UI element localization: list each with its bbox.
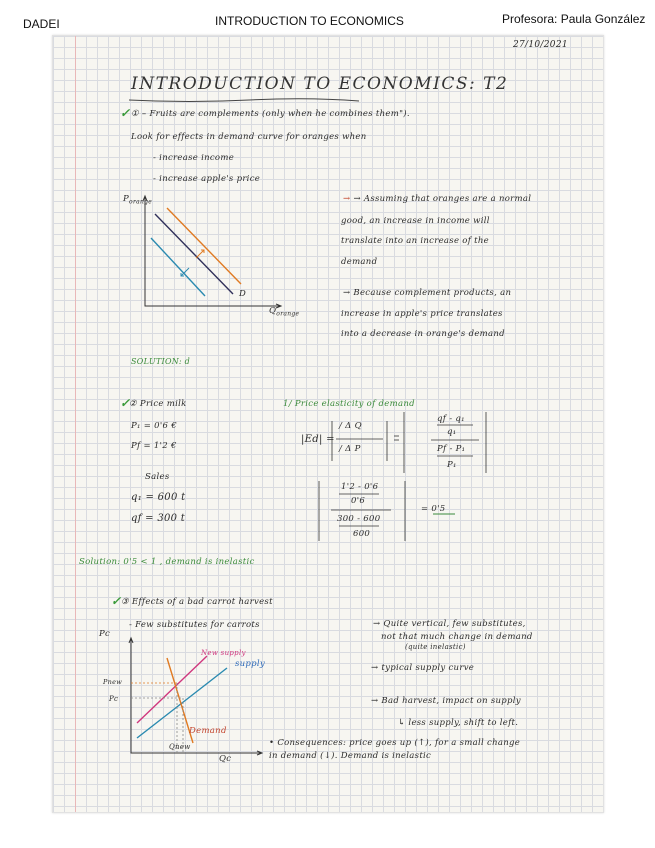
q3-q-new: Qnew <box>169 743 191 751</box>
q3-axis-y: Pc <box>99 629 111 639</box>
q3-sub: - Few substitutes for carrots <box>129 620 260 630</box>
q2-heading: ② Price milk <box>129 399 187 409</box>
q3-heading: ③ Effects of a bad carrot harvest <box>121 597 273 607</box>
q3-note1-l2: not that much change in demand <box>381 632 533 642</box>
q2-p1: P₁ = 0'6 € <box>131 421 177 431</box>
q1-line2: Look for effects in demand curve for oranges when <box>131 132 367 142</box>
q1-solution: SOLUTION: d <box>131 357 191 366</box>
q3-note1-l3: (quite inelastic) <box>405 643 466 651</box>
header-right: Profesora: Paula González <box>502 12 646 26</box>
q1-bullet2: - increase apple's price <box>153 174 261 184</box>
q1-line1: ① – Fruits are complements (only when he combines them"). <box>131 109 410 119</box>
q1-axis-y-label: P <box>123 194 130 204</box>
q3-p-c: Pc <box>109 695 119 703</box>
q1-note1-l2: good, an increase in income will <box>341 216 490 226</box>
q3-note3-l2: ↳ less supply, shift to left. <box>398 718 519 728</box>
page-title: INTRODUCTION TO ECONOMICS: T2 <box>131 74 509 94</box>
q1-note2-l3: into a decrease in orange's demand <box>341 329 505 339</box>
q1-note1-l1: → → Assuming that oranges are a normal <box>343 194 532 204</box>
q3-note1-l1: → Quite vertical, few substitutes, <box>373 619 526 629</box>
header-center: INTRODUCTION TO ECONOMICS <box>215 14 404 28</box>
q2-frac-top: / Δ Q <box>339 421 362 431</box>
q2-qf: qf = 300 t <box>131 513 186 524</box>
q3-new-supply-curve <box>137 656 207 723</box>
q3-supply-label: supply <box>235 659 266 669</box>
q2-right-top-num: qf - q₁ <box>437 414 465 424</box>
q1-bullet1: - increase income <box>153 153 235 163</box>
q2-solution-text: Solution: 0'5 < 1 , demand is inelastic <box>79 557 255 567</box>
q2-calc-top-num: 1'2 - 0'6 <box>341 482 379 492</box>
q1-note2-l1: → Because complement products, an <box>343 288 512 298</box>
q1-note2-l2: increase in apple's price translates <box>341 309 503 319</box>
q2-calc-bot-num: 300 - 600 <box>337 514 381 524</box>
q2-fraction-lines <box>53 36 603 556</box>
q2-calc-bot-den: 600 <box>353 529 371 539</box>
check-mark-icon-2: ✓ <box>120 396 131 410</box>
q3-p-new: Pnew <box>103 678 123 686</box>
check-mark-icon: ✓ <box>120 106 131 120</box>
q2-result: = 0'5 <box>421 504 446 514</box>
q2-solution <box>79 557 255 567</box>
q2-frac-bottom: / Δ P <box>339 444 361 454</box>
notebook-page <box>52 35 604 813</box>
q3-demand-label: Demand <box>189 726 227 736</box>
q1-axis-y-sub: orange <box>129 198 153 206</box>
q1-note1-l4: demand <box>341 257 378 267</box>
q2-right-bot-den: P₁ <box>447 460 457 470</box>
q2-sales: Sales <box>145 472 170 482</box>
q3-note3-l1: → Bad harvest, impact on supply <box>371 696 521 706</box>
date: 27/10/2021 <box>513 40 568 50</box>
q2-q1: q₁ = 600 t <box>131 492 186 503</box>
q2-calc-top-den: 0'6 <box>351 496 366 506</box>
q3-consequence-l2: in demand (↓). Demand is inelastic <box>269 751 432 761</box>
q3-consequence-l1: • Consequences: price goes up (↑), for a small change <box>269 738 521 748</box>
q1-axis-x-label: Q <box>269 306 277 316</box>
q3-axis-x: Qc <box>219 754 232 764</box>
q2-elasticity-title: 1/ Price elasticity of demand <box>283 399 415 409</box>
q2-right-top-den: q₁ <box>447 427 457 437</box>
q1-note1-l1-text: → Assuming that oranges are a normal <box>353 194 532 204</box>
q2-pf: Pf = 1'2 € <box>131 441 177 451</box>
check-mark-icon-3: ✓ <box>111 594 122 608</box>
header-left: DADEI <box>23 17 60 31</box>
q3-note2: → typical supply curve <box>371 663 475 673</box>
q2-right-bot-num: Pf - P₁ <box>437 444 466 454</box>
q1-note1-l3: translate into an increase of the <box>341 236 489 246</box>
q1-curve-label: D <box>239 289 247 299</box>
q2-ed-label: |Ed| = <box>301 434 335 445</box>
q1-axis-x-sub: orange <box>276 310 300 318</box>
q3-new-supply-label: New supply <box>201 649 246 657</box>
q3-supply-demand-graph <box>127 638 277 768</box>
